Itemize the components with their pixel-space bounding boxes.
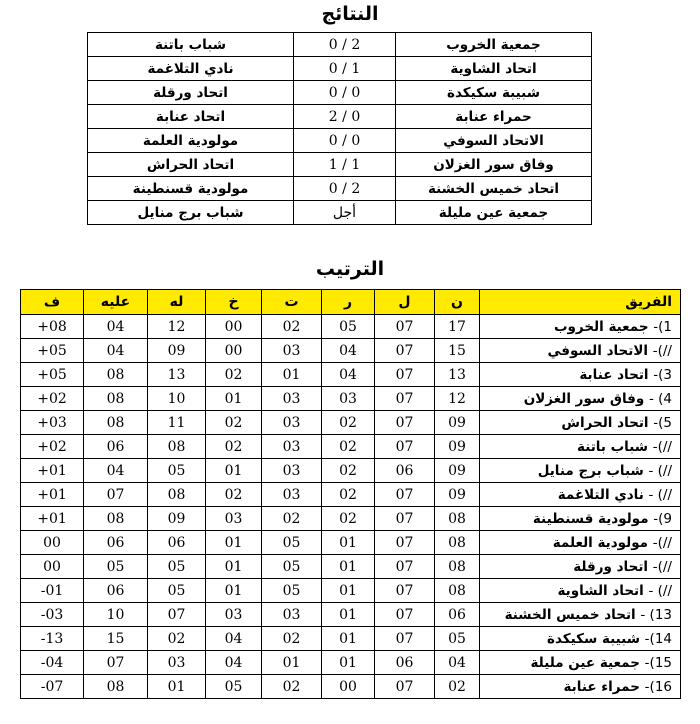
team-name: شبيبة سكيكدة (547, 630, 640, 647)
results-title: النتائج (321, 3, 379, 25)
cell-lost: 01 (206, 531, 262, 555)
team-rank: 5)- (653, 414, 672, 431)
cell-draw: 02 (262, 315, 322, 339)
cell-goals-for: 01 (148, 675, 206, 699)
cell-won: 02 (322, 459, 375, 483)
team-rank: //)- (652, 438, 672, 455)
cell-draw: 05 (262, 531, 322, 555)
cell-points: 12 (435, 387, 480, 411)
standings-row (21, 483, 681, 507)
result-home-team: اتحاد الشاوية (396, 57, 592, 81)
header-team: الفريق (480, 290, 681, 315)
result-home-team: وفاق سور الغزلان (396, 153, 592, 177)
cell-lost: 03 (206, 603, 262, 627)
cell-goals-for: 09 (148, 507, 206, 531)
result-away-team: اتحاد الحراش (88, 153, 294, 177)
standings-row (21, 387, 681, 411)
cell-won: 01 (322, 531, 375, 555)
cell-goals-against: 08 (84, 363, 148, 387)
cell-lost: 02 (206, 411, 262, 435)
cell-diff: +02 (21, 387, 84, 411)
result-row (88, 105, 592, 129)
cell-won: 02 (322, 507, 375, 531)
header-draw: ت (262, 290, 322, 315)
cell-points: 09 (435, 459, 480, 483)
cell-diff: -13 (21, 627, 84, 651)
cell-goals-for: 10 (148, 387, 206, 411)
cell-diff: +01 (21, 507, 84, 531)
cell-played: 07 (375, 339, 435, 363)
team-name: شباب برج منايل (537, 462, 644, 479)
cell-goals-for: 06 (148, 531, 206, 555)
cell-team (480, 339, 681, 363)
cell-goals-for: 05 (148, 579, 206, 603)
team-name: اتحاد ورقلة (573, 558, 649, 575)
header-diff: ف (21, 290, 84, 315)
cell-team (480, 507, 681, 531)
result-row (88, 201, 592, 225)
cell-goals-for: 11 (148, 411, 206, 435)
team-name: مولودية العلمة (552, 534, 649, 551)
team-rank: //)- (652, 534, 672, 551)
cell-goals-against: 06 (84, 531, 148, 555)
cell-diff: +01 (21, 483, 84, 507)
team-name: جمعية عين مليلة (530, 654, 640, 671)
cell-team (480, 675, 681, 699)
team-rank: 14)- (644, 630, 672, 647)
cell-draw: 01 (262, 651, 322, 675)
cell-won: 03 (322, 387, 375, 411)
header-goals-for: له (148, 290, 206, 315)
cell-goals-for: 03 (148, 651, 206, 675)
cell-won: 01 (322, 555, 375, 579)
cell-goals-against: 15 (84, 627, 148, 651)
cell-goals-against: 07 (84, 483, 148, 507)
team-rank: 1)- (653, 318, 672, 335)
cell-goals-for: 12 (148, 315, 206, 339)
standings-row (21, 603, 681, 627)
cell-goals-for: 05 (148, 555, 206, 579)
team-name: وفاق سور الغزلان (523, 390, 645, 407)
cell-team (480, 387, 681, 411)
cell-lost: 04 (206, 627, 262, 651)
cell-lost: 01 (206, 387, 262, 411)
result-home-team: جمعية عين مليلة (396, 201, 592, 225)
cell-lost: 02 (206, 435, 262, 459)
cell-lost: 00 (206, 315, 262, 339)
team-name: اتحاد الحراش (561, 414, 649, 431)
team-rank: //)- (652, 342, 672, 359)
cell-draw: 03 (262, 435, 322, 459)
cell-won: 01 (322, 603, 375, 627)
cell-points: 04 (435, 651, 480, 675)
standings-row (21, 627, 681, 651)
result-score: 0 / 2 (294, 105, 396, 129)
cell-goals-for: 07 (148, 603, 206, 627)
team-name: اتحاد خميس الخشنة (504, 606, 636, 623)
result-home-team: الاتحاد السوفي (396, 129, 592, 153)
cell-draw: 03 (262, 387, 322, 411)
team-rank: //) - (648, 486, 672, 503)
cell-diff: +05 (21, 339, 84, 363)
cell-goals-against: 06 (84, 435, 148, 459)
cell-team (480, 531, 681, 555)
cell-diff: +01 (21, 459, 84, 483)
cell-won: 02 (322, 435, 375, 459)
cell-goals-against: 04 (84, 339, 148, 363)
cell-goals-for: 08 (148, 483, 206, 507)
cell-diff: -03 (21, 603, 84, 627)
cell-draw: 03 (262, 483, 322, 507)
cell-played: 06 (375, 651, 435, 675)
cell-played: 06 (375, 459, 435, 483)
team-rank: 4) - (648, 390, 672, 407)
cell-diff: -01 (21, 579, 84, 603)
cell-draw: 03 (262, 339, 322, 363)
standings-row (21, 507, 681, 531)
cell-won: 02 (322, 411, 375, 435)
cell-draw: 02 (262, 507, 322, 531)
result-score: 0 / 0 (294, 129, 396, 153)
team-rank: 9)- (653, 510, 672, 527)
cell-team (480, 435, 681, 459)
result-away-team: شباب باتنة (88, 33, 294, 57)
result-row (88, 57, 592, 81)
standings-row (21, 531, 681, 555)
cell-won: 04 (322, 363, 375, 387)
cell-played: 07 (375, 603, 435, 627)
header-goals-against: عليه (84, 290, 148, 315)
cell-goals-for: 02 (148, 627, 206, 651)
result-row (88, 81, 592, 105)
team-name: اتحاد عنابة (579, 366, 649, 383)
cell-diff: +05 (21, 363, 84, 387)
cell-points: 15 (435, 339, 480, 363)
header-points: ن (435, 290, 480, 315)
result-away-team: مولودية قسنطينة (88, 177, 294, 201)
cell-won: 01 (322, 627, 375, 651)
team-rank: //)- (652, 558, 672, 575)
result-score: 2 / 0 (294, 33, 396, 57)
cell-played: 07 (375, 387, 435, 411)
team-name: جمعية الخروب (553, 318, 649, 335)
team-rank: //) - (648, 462, 672, 479)
cell-goals-for: 09 (148, 339, 206, 363)
cell-draw: 03 (262, 459, 322, 483)
standings-row (21, 411, 681, 435)
standings-row (21, 651, 681, 675)
result-score: أجل (294, 201, 396, 225)
cell-team (480, 603, 681, 627)
cell-played: 07 (375, 315, 435, 339)
result-score: 2 / 0 (294, 177, 396, 201)
cell-diff: 00 (21, 531, 84, 555)
team-name: حمراء عنابة (563, 678, 640, 695)
cell-goals-against: 06 (84, 579, 148, 603)
standings-row (21, 315, 681, 339)
cell-goals-against: 08 (84, 675, 148, 699)
standings-row (21, 339, 681, 363)
team-name: مولودية قسنطينة (532, 510, 649, 527)
cell-team (480, 363, 681, 387)
cell-won: 01 (322, 651, 375, 675)
cell-diff: +02 (21, 435, 84, 459)
cell-lost: 02 (206, 483, 262, 507)
standings-table (20, 289, 681, 699)
standings-row (21, 363, 681, 387)
standings-row (21, 555, 681, 579)
result-away-team: نادي التلاغمة (88, 57, 294, 81)
header-won: ر (322, 290, 375, 315)
cell-points: 05 (435, 627, 480, 651)
team-name: اتحاد الشاوية (557, 582, 644, 599)
cell-lost: 03 (206, 507, 262, 531)
result-away-team: مولودية العلمة (88, 129, 294, 153)
cell-team (480, 315, 681, 339)
results-table (87, 32, 592, 225)
cell-draw: 05 (262, 579, 322, 603)
cell-draw: 01 (262, 363, 322, 387)
standings-row (21, 459, 681, 483)
standings-row (21, 579, 681, 603)
result-home-team: شبيبة سكيكدة (396, 81, 592, 105)
cell-team (480, 411, 681, 435)
cell-points: 09 (435, 435, 480, 459)
cell-played: 07 (375, 363, 435, 387)
cell-goals-against: 07 (84, 651, 148, 675)
cell-draw: 03 (262, 411, 322, 435)
standings-row (21, 435, 681, 459)
result-row (88, 177, 592, 201)
cell-won: 04 (322, 339, 375, 363)
cell-won: 02 (322, 483, 375, 507)
cell-goals-for: 08 (148, 435, 206, 459)
team-rank: 3)- (653, 366, 672, 383)
result-away-team: اتحاد عنابة (88, 105, 294, 129)
result-home-team: جمعية الخروب (396, 33, 592, 57)
cell-points: 08 (435, 555, 480, 579)
team-name: نادي التلاغمة (557, 486, 644, 503)
cell-played: 07 (375, 579, 435, 603)
cell-points: 09 (435, 411, 480, 435)
standings-header-row (21, 290, 681, 315)
cell-played: 07 (375, 435, 435, 459)
result-score: 1 / 0 (294, 57, 396, 81)
team-rank: 16)- (644, 678, 672, 695)
result-away-team: اتحاد ورقلة (88, 81, 294, 105)
header-played: ل (375, 290, 435, 315)
cell-played: 07 (375, 627, 435, 651)
header-lost: خ (206, 290, 262, 315)
cell-goals-against: 10 (84, 603, 148, 627)
cell-diff: 00 (21, 555, 84, 579)
cell-played: 07 (375, 483, 435, 507)
cell-goals-for: 13 (148, 363, 206, 387)
cell-lost: 01 (206, 459, 262, 483)
cell-goals-for: 05 (148, 459, 206, 483)
cell-diff: +03 (21, 411, 84, 435)
standings-row (21, 675, 681, 699)
cell-goals-against: 04 (84, 459, 148, 483)
team-name: شباب باتنة (577, 438, 649, 455)
cell-lost: 04 (206, 651, 262, 675)
cell-won: 00 (322, 675, 375, 699)
team-name: الاتحاد السوفي (547, 342, 649, 359)
standings-title: الترتيب (315, 258, 385, 280)
cell-team (480, 651, 681, 675)
cell-diff: +08 (21, 315, 84, 339)
cell-team (480, 627, 681, 651)
cell-played: 07 (375, 531, 435, 555)
result-row (88, 129, 592, 153)
cell-team (480, 555, 681, 579)
cell-team (480, 459, 681, 483)
cell-draw: 02 (262, 675, 322, 699)
cell-lost: 00 (206, 339, 262, 363)
cell-points: 08 (435, 579, 480, 603)
cell-diff: -07 (21, 675, 84, 699)
result-home-team: حمراء عنابة (396, 105, 592, 129)
cell-played: 07 (375, 555, 435, 579)
cell-lost: 02 (206, 363, 262, 387)
cell-played: 07 (375, 675, 435, 699)
cell-draw: 05 (262, 555, 322, 579)
cell-lost: 01 (206, 579, 262, 603)
cell-points: 13 (435, 363, 480, 387)
cell-won: 05 (322, 315, 375, 339)
team-rank: //) - (648, 582, 672, 599)
cell-goals-against: 05 (84, 555, 148, 579)
result-score: 0 / 0 (294, 81, 396, 105)
cell-goals-against: 04 (84, 315, 148, 339)
result-away-team: شباب برج منايل (88, 201, 294, 225)
cell-points: 08 (435, 507, 480, 531)
result-row (88, 153, 592, 177)
cell-goals-against: 08 (84, 507, 148, 531)
cell-points: 06 (435, 603, 480, 627)
cell-team (480, 483, 681, 507)
team-rank: 15)- (644, 654, 672, 671)
result-row (88, 33, 592, 57)
cell-goals-against: 08 (84, 411, 148, 435)
team-rank: 13) - (640, 606, 672, 623)
cell-won: 01 (322, 579, 375, 603)
cell-draw: 02 (262, 627, 322, 651)
cell-diff: -04 (21, 651, 84, 675)
cell-lost: 01 (206, 555, 262, 579)
cell-points: 17 (435, 315, 480, 339)
cell-team (480, 579, 681, 603)
cell-points: 02 (435, 675, 480, 699)
cell-lost: 05 (206, 675, 262, 699)
cell-points: 09 (435, 483, 480, 507)
cell-played: 07 (375, 411, 435, 435)
cell-goals-against: 08 (84, 387, 148, 411)
cell-played: 07 (375, 507, 435, 531)
result-score: 1 / 1 (294, 153, 396, 177)
cell-draw: 03 (262, 603, 322, 627)
result-home-team: اتحاد خميس الخشنة (396, 177, 592, 201)
cell-points: 08 (435, 531, 480, 555)
